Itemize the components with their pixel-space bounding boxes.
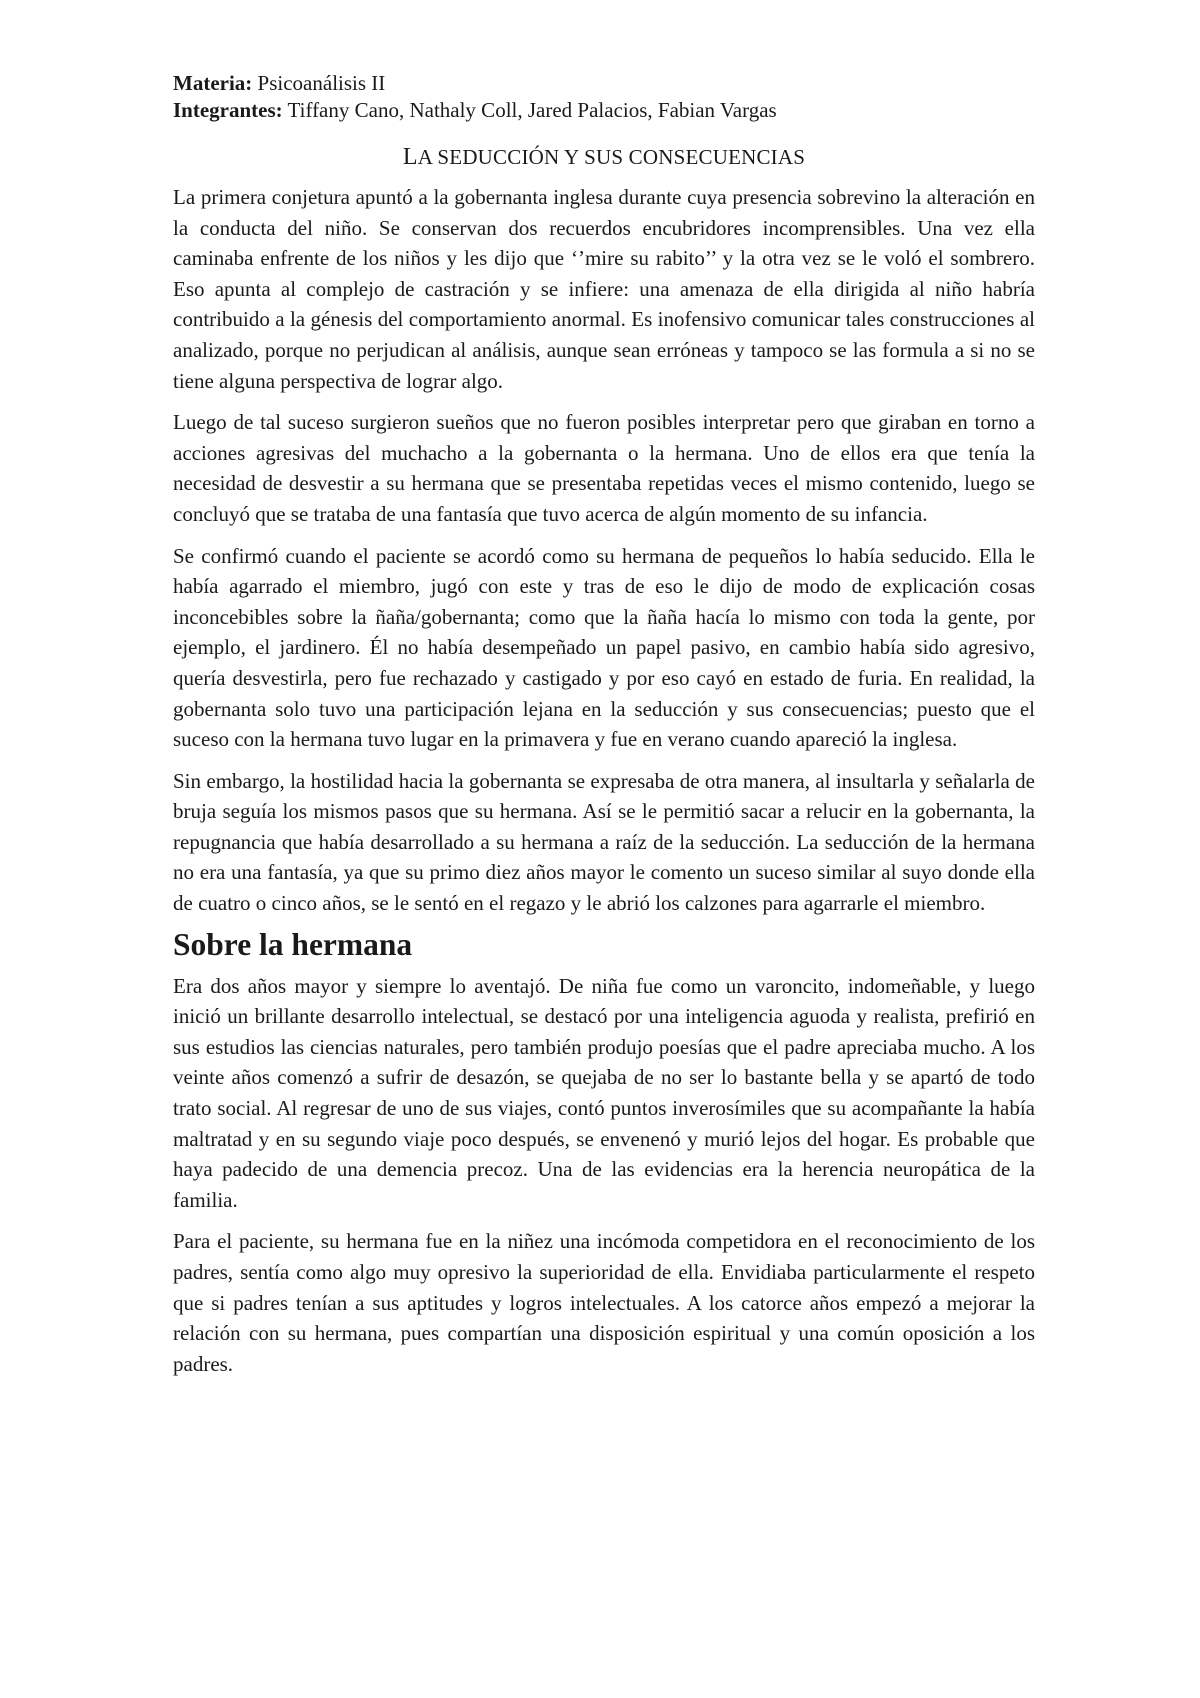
title-first-letter: L — [402, 144, 418, 170]
paragraph-1: La primera conjetura apuntó a la gobernanta inglesa durante cuya presencia sobrevino la alteración en la conducta del niño. Se conservan dos recuerdos encubridores incomprensibles. Una vez ella caminaba enfrente de los niños y les dijo que ‘’mire su rabito’’ y la otra vez se le voló el sombrero. Eso apunta al complejo de castración y se infiere: una amenaza de ella dirigida al niño habría contribuido a la génesis del comportamiento anormal. Es inofensivo comunicar tales construcciones al analizado, porque no perjudican al análisis, aunque sean erróneas y tampoco se las formula a si no se tiene alguna perspectiva de lograr algo. — [173, 185, 1035, 393]
section-paragraph-1: Era dos años mayor y siempre lo aventajó. De niña fue como un varoncito, indomeñable, y luego inició un brillante desarrollo intelectual, se destacó por una inteligencia aguoda y realista, prefirió en sus estudios las ciencias naturales, pero también produjo poesías que el padre apreciaba mucho. A los veinte años comenzó a sufrir de desazón, se quejaba de no ser lo bastante bella y se apartó de todo trato social. Al regresar de uno de sus viajes, contó puntos inverosímiles que su acompañante la había maltratad y en su segundo viaje poco después, se envenenó y murió lejos del hogar. Es probable que haya padecido de una demencia precoz. Una de las evidencias era la herencia neuropática de la familia. — [173, 973, 1035, 1212]
subject-line — [173, 70, 1035, 97]
title-rest: A SEDUCCIÓN Y SUS CONSECUENCIAS — [417, 145, 806, 169]
section-heading: Sobre la hermana — [173, 926, 413, 962]
section-paragraph-2: Para el paciente, su hermana fue en la niñez una incómoda competidora en el reconocimiento de los padres, sentía como algo muy opresivo la superioridad de ella. Envidiaba particularmente el respeto que si padres tenían a sus aptitudes y logros intelectuales. A los catorce años empezó a mejorar la relación con su hermana, pues compartían una disposición espiritual y una común oposición a los padres. — [173, 1229, 1035, 1376]
members-value: Tiffany Cano, Nathaly Coll, Jared Palacios, Fabian Vargas — [287, 98, 777, 122]
members-label: Integrantes: — [173, 98, 283, 122]
paragraph-4: Sin embargo, la hostilidad hacia la gobernanta se expresaba de otra manera, al insultarla y señalarla de bruja seguía los mismos pasos que su hermana. Así se le permitió sacar a relucir en la gobernanta, la repugnancia que había desarrollado a su hermana a raíz de la seducción. La seducción de la hermana no era una fantasía, ya que su primo diez años mayor le comento un suceso similar al suyo donde ella de cuatro o cinco años, se le sentó en el regazo y le abrió los calzones para agarrarle el miembro. — [173, 768, 1035, 916]
document-body — [173, 70, 1035, 1390]
subject-value: Psicoanálisis II — [257, 71, 386, 95]
members-line — [173, 97, 1035, 124]
subject-label: Materia: — [173, 71, 253, 95]
paragraph-2: Luego de tal suceso surgieron sueños que no fueron posibles interpretar pero que giraban en torno a acciones agresivas del muchacho a la gobernanta o la hermana. Uno de ellos era que tenía la necesidad de desvestir a su hermana que se presentaba repetidas veces el mismo contenido, luego se concluyó que se trataba de una fantasía que tuvo acerca de algún momento de su infancia. — [173, 410, 1035, 526]
paragraph-3: Se confirmó cuando el paciente se acordó como su hermana de pequeños lo había seducido. Ella le había agarrado el miembro, jugó con este y tras de eso le dijo de modo de explicación cosas inconcebibles sobre la ñaña/gobernanta; como que la ñaña hacía lo mismo con toda la gente, por ejemplo, el jardinero. Él no había desempeñado un papel pasivo, en cambio había sido agresivo, quería desvestirla, pero fue rechazado y castigado y por eso cayó en estado de furia. En realidad, la gobernanta solo tuvo una participación lejana en la seducción y sus consecuencias; puesto que el suceso con la hermana tuvo lugar en la primavera y fue en verano cuando apareció la inglesa. — [173, 543, 1035, 752]
document-title — [173, 142, 1035, 172]
